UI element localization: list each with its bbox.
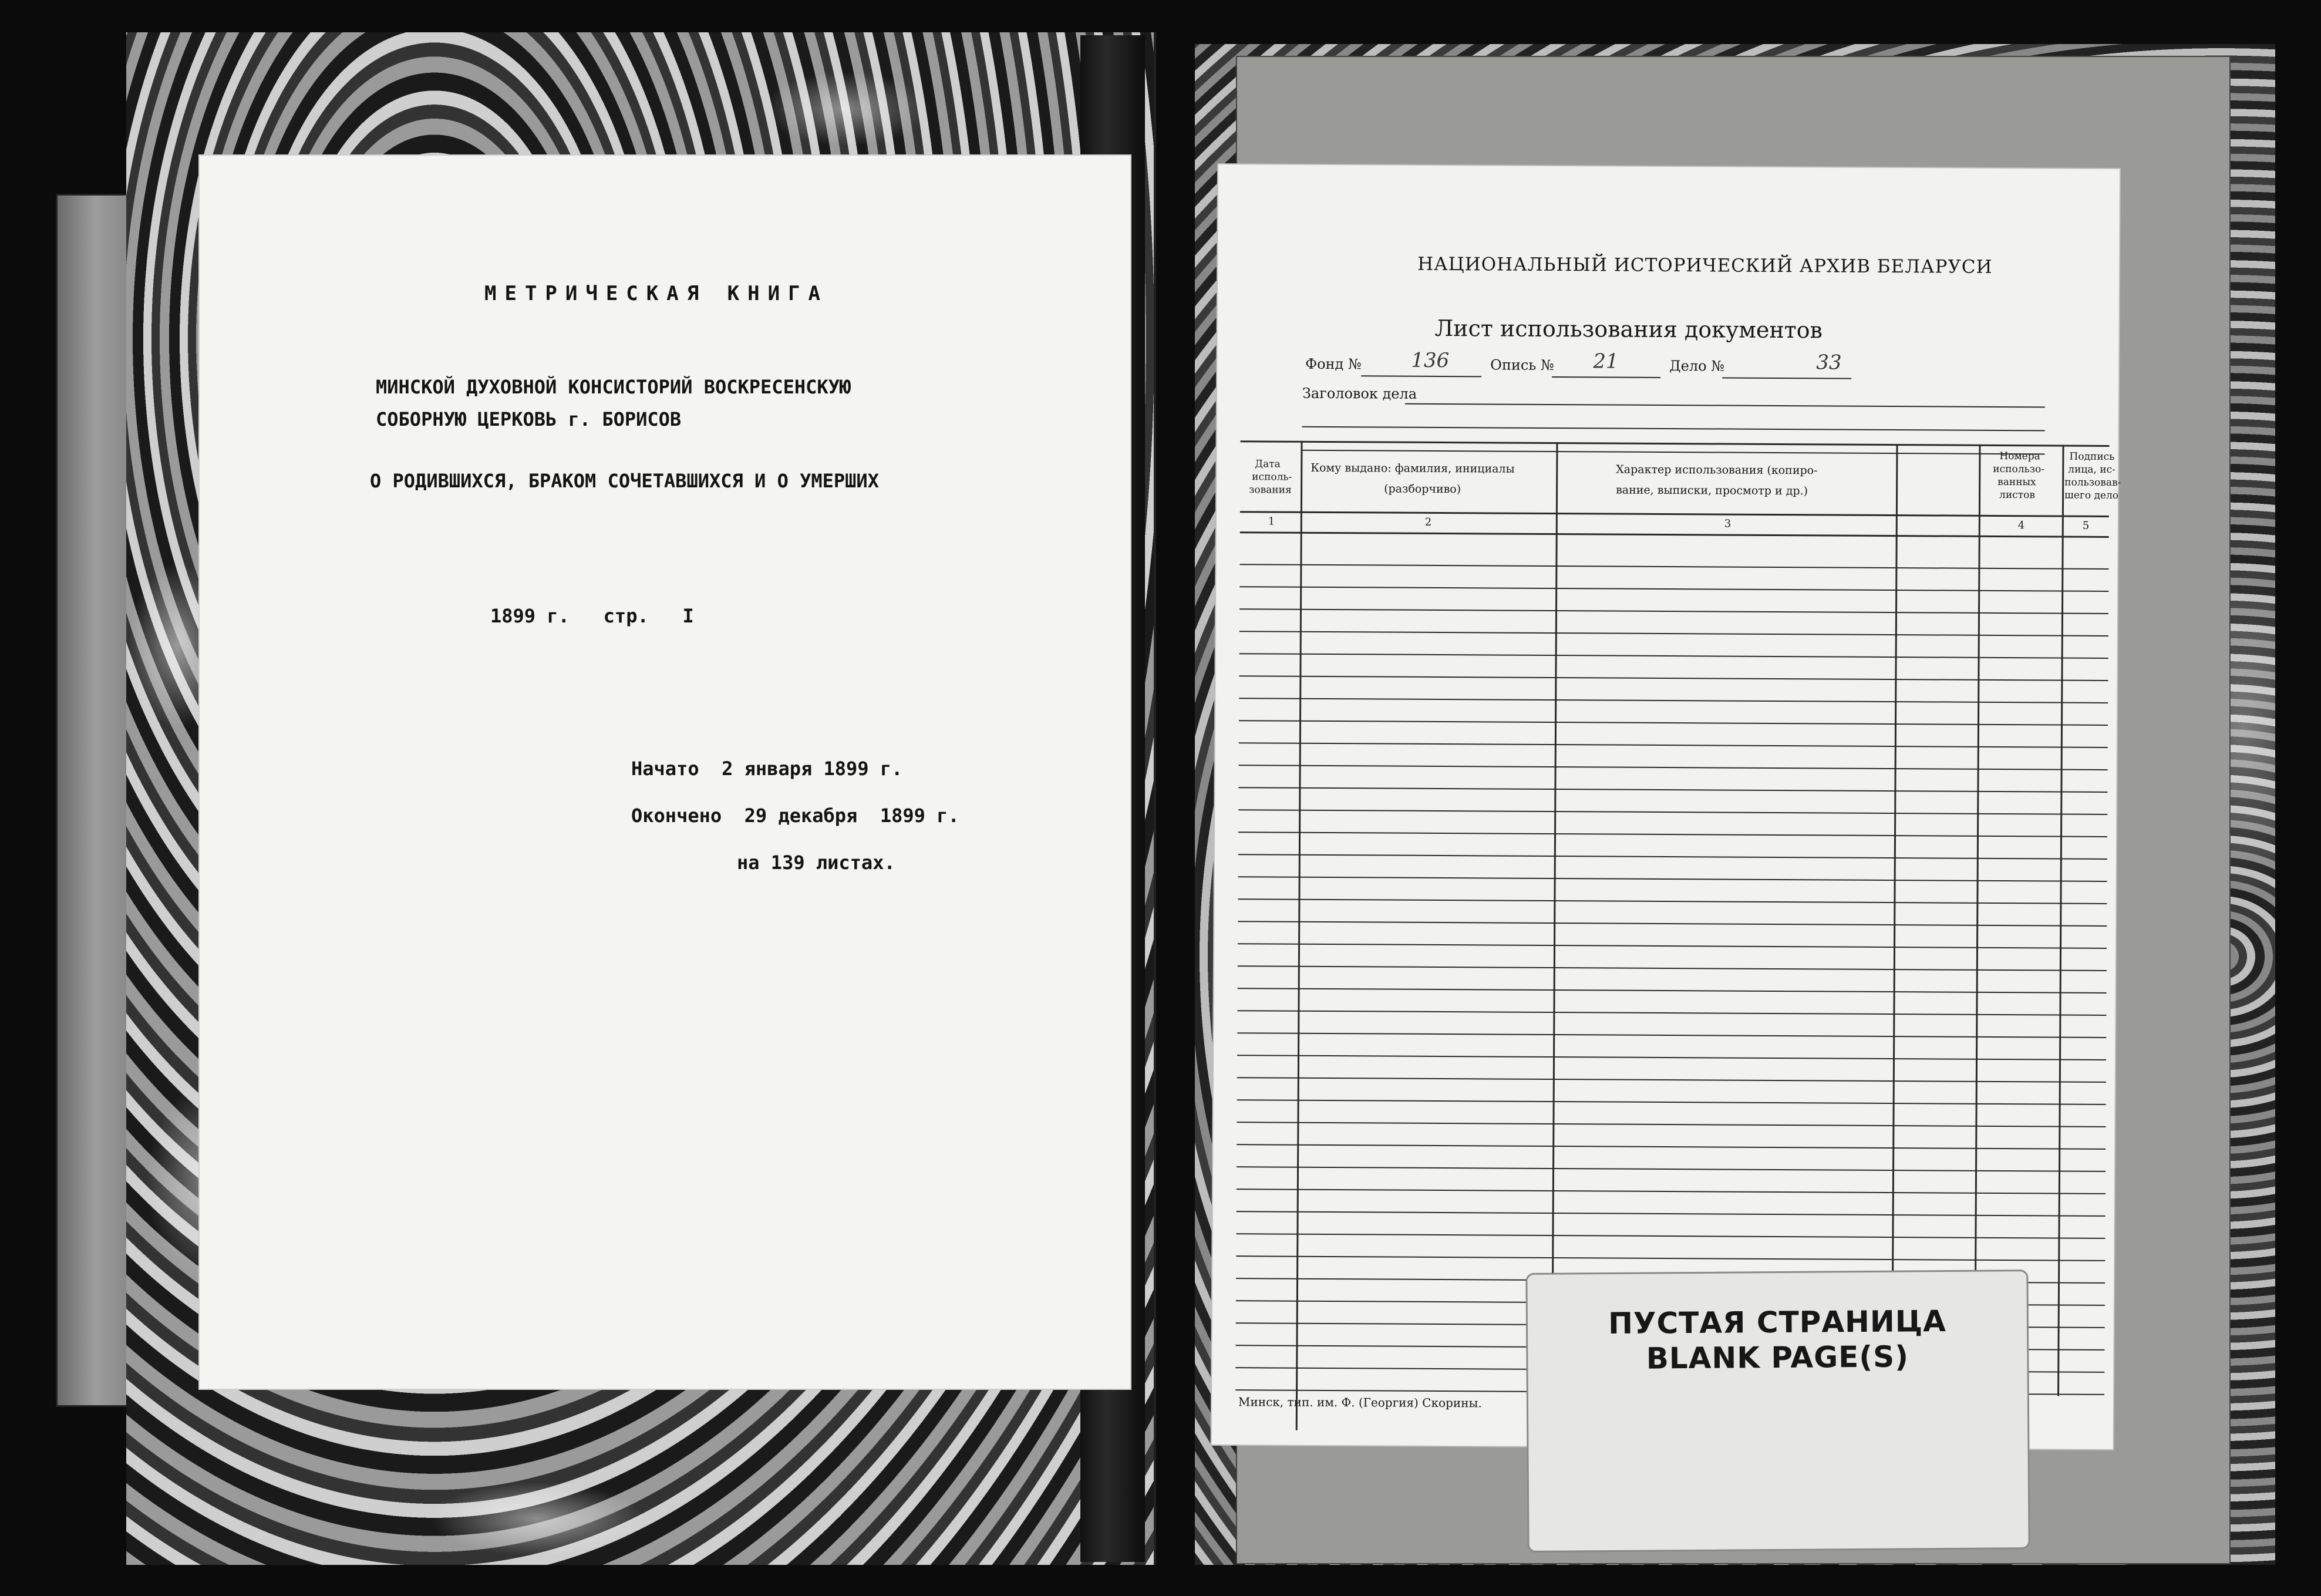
- printer-footer: Минск, тип. им. Ф. (Георгия) Скорины.: [1238, 1395, 1482, 1410]
- title-line-subject: О РОДИВШИХСЯ, БРАКОМ СОЧЕТАВШИХСЯ И О УМЕРШИХ: [370, 470, 879, 492]
- title-ended: Окончено 29 декабря 1899 г.: [631, 804, 959, 827]
- title-started: Начато 2 января 1899 г.: [631, 757, 903, 780]
- col-date-num: 1: [1268, 515, 1275, 528]
- col-date-header-2: исполь-: [1252, 471, 1292, 483]
- title-line-consistory: МИНСКОЙ ДУХОВНОЙ КОНСИСТОРИЙ ВОСКРЕСЕНСКУЮ: [376, 376, 851, 398]
- delo-value: 33: [1816, 351, 1842, 375]
- fond-label: Фонд №: [1305, 355, 1362, 373]
- col-date-header-3: зования: [1249, 484, 1292, 496]
- col-usage-num: 3: [1724, 517, 1732, 530]
- title-page: [200, 156, 1130, 1389]
- col-recipient-num: 2: [1424, 516, 1432, 528]
- delo-label: Дело №: [1669, 358, 1725, 375]
- blank-label-en: BLANK PAGE(S): [1646, 1339, 1909, 1376]
- blank-label-ru: ПУСТАЯ СТРАНИЦА: [1608, 1304, 1947, 1341]
- col-signature-num: 5: [2082, 519, 2090, 532]
- usage-sheet: [1212, 164, 2120, 1449]
- blank-page-label: [1525, 1270, 2030, 1553]
- title-year-page: 1899 г. стр. I: [490, 605, 694, 627]
- usage-title: Лист использования документов: [1434, 315, 1823, 344]
- col-sheets-header-3: ванных: [1997, 476, 2036, 489]
- col-recipient-header-2: (разборчиво): [1384, 482, 1461, 496]
- col-usage-header-1: Характер использования (копиро-: [1616, 463, 1818, 477]
- opis-value: 21: [1593, 349, 1619, 373]
- archive-name: НАЦИОНАЛЬНЫЙ ИСТОРИЧЕСКИЙ АРХИВ БЕЛАРУСИ: [1417, 253, 1993, 278]
- col-date-header-1: Дата: [1255, 458, 1281, 470]
- col-recipient-header-1: Кому выдано: фамилия, инициалы: [1311, 461, 1515, 476]
- col-signature-header-4: шего дело: [2064, 489, 2119, 502]
- col-signature-header-1: Подпись: [2069, 450, 2115, 463]
- col-usage-header-2: вание, выписки, просмотр и др.): [1616, 483, 1808, 498]
- opis-label: Опись №: [1490, 356, 1554, 373]
- col-sheets-num: 4: [2017, 519, 2025, 532]
- col-sheets-header-4: листов: [1999, 489, 2035, 501]
- col-sheets-header-1: Номера: [1999, 450, 2040, 463]
- col-signature-header-3: пользовав-: [2064, 476, 2121, 489]
- title-sheets: на 139 листах.: [737, 851, 895, 874]
- fond-value: 136: [1411, 348, 1450, 373]
- col-signature-header-2: лица, ис-: [2068, 463, 2115, 476]
- title-heading: МЕТРИЧЕСКАЯ КНИГА: [484, 282, 828, 305]
- col-sheets-header-2: использо-: [1993, 463, 2045, 476]
- title-line-church: СОБОРНУЮ ЦЕРКОВЬ г. БОРИСОВ: [376, 408, 682, 430]
- header-label: Заголовок дела: [1302, 385, 1417, 402]
